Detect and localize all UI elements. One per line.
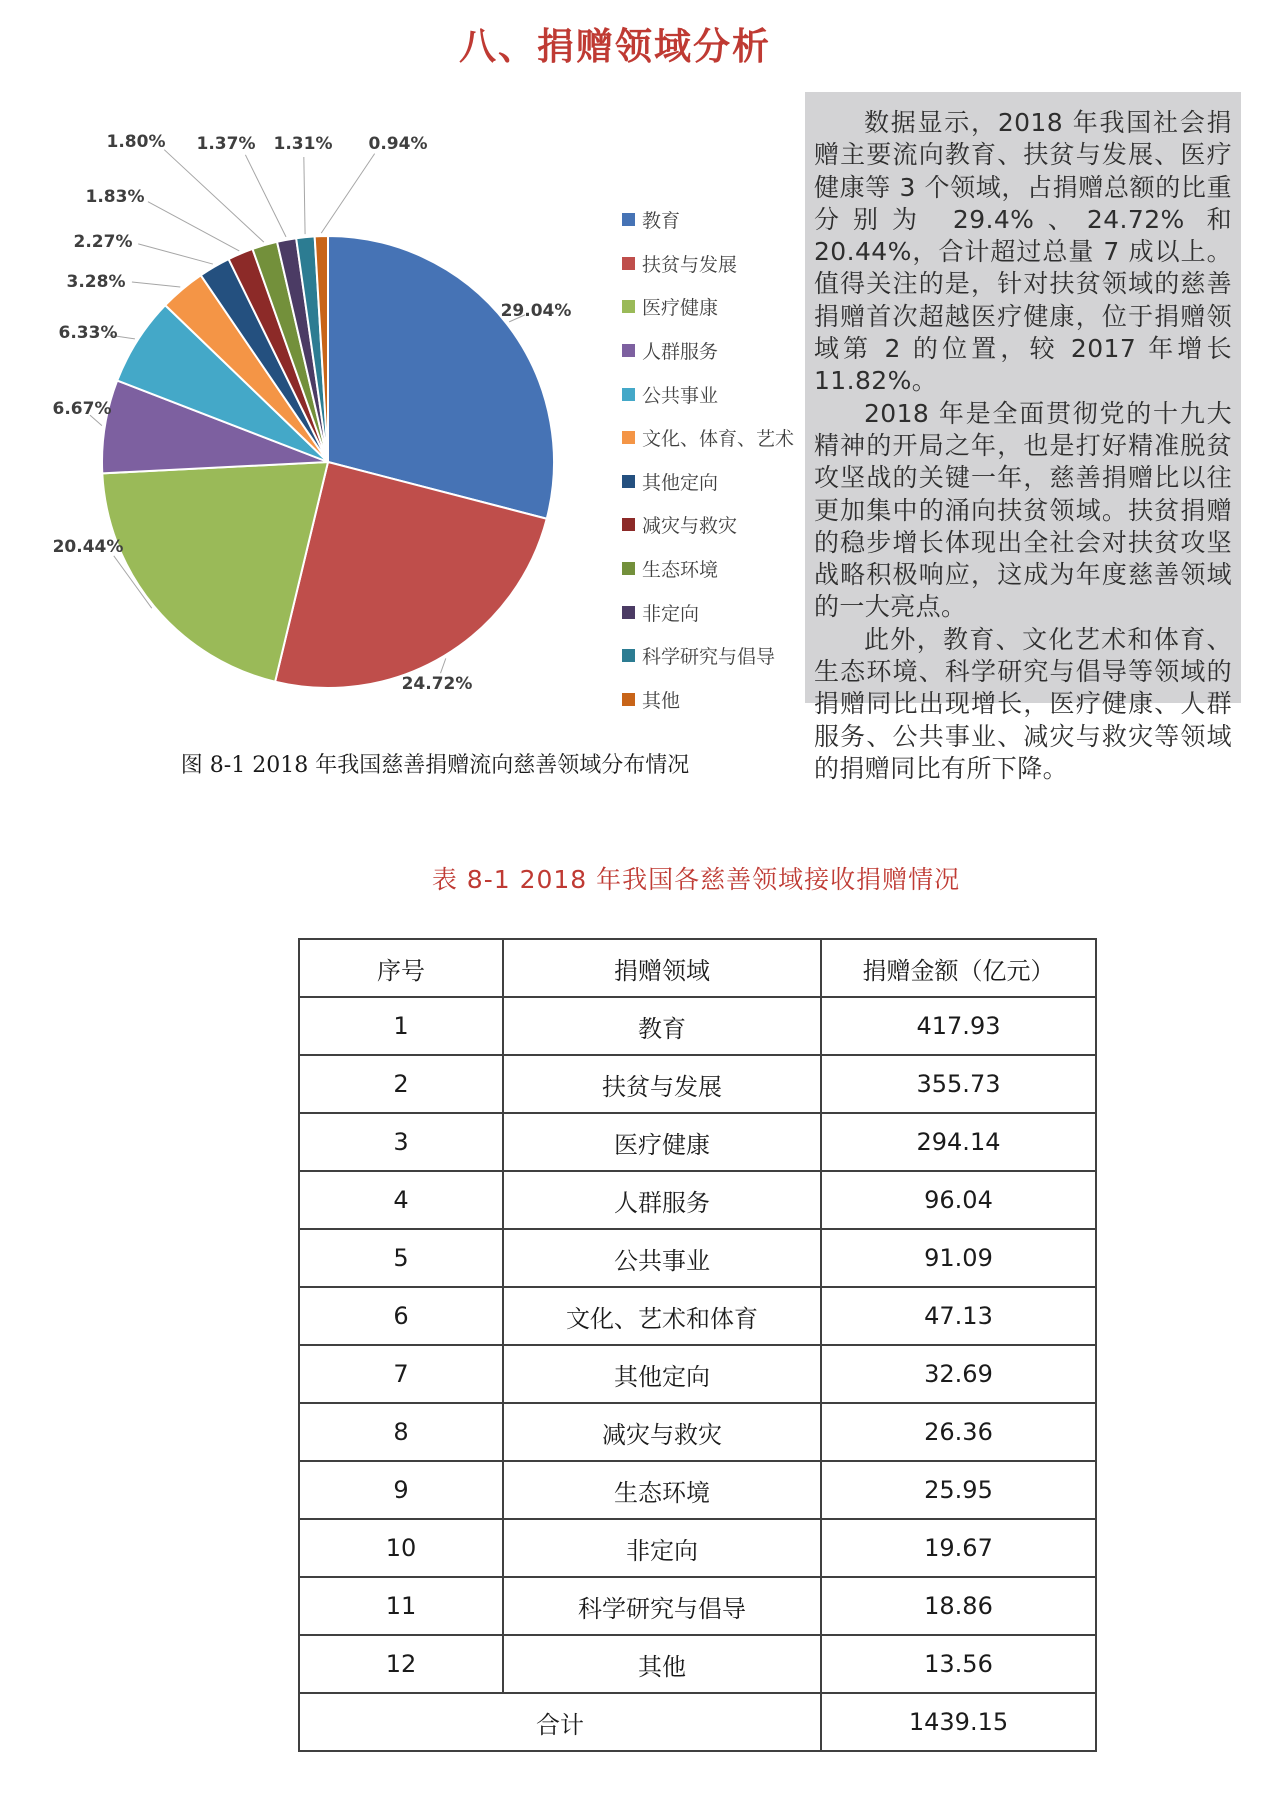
table-row <box>299 1055 1096 1113</box>
analysis-paragraph: 2018 年是全面贯彻党的十九大精神的开局之年，也是打好精准脱贫攻坚战的关键一年，慈善捐赠比以往更加集中的涌向扶贫领域。扶贫捐赠的稳步增长体现出全社会对扶贫攻坚战略积极响应，这成为年度慈善领域的一大亮点。 <box>814 398 1232 622</box>
table-cell: 96.04 <box>821 1171 1096 1229</box>
table-cell: 19.67 <box>821 1519 1096 1577</box>
table-row <box>299 1577 1096 1635</box>
table-header-cell: 捐赠领域 <box>503 939 821 997</box>
legend-swatch-icon <box>622 257 635 270</box>
table-row <box>299 1519 1096 1577</box>
legend-label: 公共事业 <box>642 384 719 407</box>
table-cell: 其他 <box>503 1635 821 1693</box>
legend-item <box>622 503 794 547</box>
table-cell: 教育 <box>503 997 821 1055</box>
pie-percentage-label: 1.31% <box>273 134 333 154</box>
table-cell: 13.56 <box>821 1635 1096 1693</box>
table-cell: 文化、艺术和体育 <box>503 1287 821 1345</box>
legend-item <box>622 547 794 591</box>
legend-label: 医疗健康 <box>642 297 719 320</box>
pie-percentage-label: 1.80% <box>106 132 166 152</box>
page-title: 八、捐赠领域分析 <box>459 25 771 68</box>
table-total-row <box>299 1693 1096 1751</box>
legend-item <box>622 678 794 722</box>
figure-caption: 图 8-1 2018 年我国慈善捐赠流向慈善领域分布情况 <box>180 753 690 778</box>
pie-percentage-label: 20.44% <box>52 537 124 557</box>
table-cell: 医疗健康 <box>503 1113 821 1171</box>
table-row <box>299 1229 1096 1287</box>
legend-label: 人群服务 <box>642 341 719 364</box>
legend-swatch-icon <box>622 518 635 531</box>
analysis-text-box <box>805 92 1241 783</box>
table-cell: 11 <box>299 1577 503 1635</box>
table-cell: 417.93 <box>821 997 1096 1055</box>
pie-percentage-label: 2.27% <box>73 232 133 252</box>
table-cell: 人群服务 <box>503 1171 821 1229</box>
table-cell: 25.95 <box>821 1461 1096 1519</box>
table-cell: 其他定向 <box>503 1345 821 1403</box>
label-leader-line <box>132 282 180 287</box>
table-cell: 12 <box>299 1635 503 1693</box>
table-cell: 3 <box>299 1113 503 1171</box>
total-label-cell: 合计 <box>299 1693 821 1751</box>
legend-swatch-icon <box>622 213 635 226</box>
legend-label: 生态环境 <box>642 559 719 582</box>
label-leader-line <box>138 244 213 264</box>
table-cell: 减灾与救灾 <box>503 1403 821 1461</box>
table-cell: 2 <box>299 1055 503 1113</box>
legend-swatch-icon <box>622 431 635 444</box>
legend-item <box>622 590 794 634</box>
pie-percentage-label: 6.67% <box>52 399 112 419</box>
table-row <box>299 997 1096 1055</box>
pie-chart <box>0 0 620 720</box>
table-cell: 科学研究与倡导 <box>503 1577 821 1635</box>
total-value-cell: 1439.15 <box>821 1693 1096 1751</box>
table-row <box>299 1403 1096 1461</box>
pie-percentage-label: 1.37% <box>196 134 256 154</box>
legend-item <box>622 416 794 460</box>
legend-label: 其他 <box>642 689 681 712</box>
legend-label: 扶贫与发展 <box>642 253 738 276</box>
legend-swatch-icon <box>622 606 635 619</box>
legend-item <box>622 198 794 242</box>
table-cell: 26.36 <box>821 1403 1096 1461</box>
label-leader-line <box>304 157 305 234</box>
table-cell: 91.09 <box>821 1229 1096 1287</box>
pie-percentage-label: 0.94% <box>368 134 428 154</box>
table-cell: 非定向 <box>503 1519 821 1577</box>
table-row <box>299 1635 1096 1693</box>
legend-label: 减灾与救灾 <box>642 515 738 538</box>
label-leader-line <box>164 150 264 242</box>
table-row <box>299 1171 1096 1229</box>
label-leader-line <box>148 202 239 251</box>
table-cell: 公共事业 <box>503 1229 821 1287</box>
table-cell: 47.13 <box>821 1287 1096 1345</box>
legend-item <box>622 329 794 373</box>
label-leader-line <box>321 154 374 233</box>
analysis-paragraph: 数据显示，2018 年我国社会捐赠主要流向教育、扶贫与发展、医疗健康等 3 个领域，占捐赠总额的比重分别为 29.4%、24.72% 和 20.44%，合计超过总量 7 成以上。值得关注的是，针对扶贫领域的慈善捐赠首次超越医疗健康，位于捐赠领域第 2 的位置，较 2017 年增长 11.82%。 <box>814 108 1232 396</box>
table-cell: 7 <box>299 1345 503 1403</box>
legend-swatch-icon <box>622 388 635 401</box>
legend-label: 科学研究与倡导 <box>642 646 776 669</box>
table-header-cell: 序号 <box>299 939 503 997</box>
table-title: 表 8-1 2018 年我国各慈善领域接收捐赠情况 <box>431 865 961 894</box>
legend-item <box>622 460 794 504</box>
legend-item <box>622 242 794 286</box>
table-header-cell: 捐赠金额（亿元） <box>821 939 1096 997</box>
donation-table <box>298 938 1097 1752</box>
table-row <box>299 1113 1096 1171</box>
legend-item <box>622 285 794 329</box>
table-cell: 355.73 <box>821 1055 1096 1113</box>
table-header-row <box>299 939 1096 997</box>
table-cell: 6 <box>299 1287 503 1345</box>
legend-label: 其他定向 <box>642 471 719 494</box>
legend-swatch-icon <box>622 649 635 662</box>
pie-percentage-label: 6.33% <box>58 323 118 343</box>
table-row <box>299 1461 1096 1519</box>
table-cell: 9 <box>299 1461 503 1519</box>
legend-swatch-icon <box>622 562 635 575</box>
table-cell: 扶贫与发展 <box>503 1055 821 1113</box>
legend-swatch-icon <box>622 300 635 313</box>
table-cell: 32.69 <box>821 1345 1096 1403</box>
table-cell: 294.14 <box>821 1113 1096 1171</box>
legend-swatch-icon <box>622 693 635 706</box>
table-cell: 1 <box>299 997 503 1055</box>
table-row <box>299 1287 1096 1345</box>
pie-percentage-label: 1.83% <box>85 187 145 207</box>
pie-percentage-label: 3.28% <box>66 272 126 292</box>
table-row <box>299 1345 1096 1403</box>
chart-legend <box>622 198 794 721</box>
label-leader-line <box>245 155 286 237</box>
table-cell: 18.86 <box>821 1577 1096 1635</box>
analysis-paragraph: 此外，教育、文化艺术和体育、生态环境、科学研究与倡导等领域的捐赠同比出现增长，医疗健康、人群服务、公共事业、减灾与救灾等领域的捐赠同比有所下降。 <box>814 624 1232 783</box>
table-cell: 10 <box>299 1519 503 1577</box>
legend-label: 教育 <box>642 210 681 233</box>
table-cell: 生态环境 <box>503 1461 821 1519</box>
table-cell: 8 <box>299 1403 503 1461</box>
legend-swatch-icon <box>622 344 635 357</box>
legend-label: 非定向 <box>642 602 700 625</box>
legend-item <box>622 372 794 416</box>
table-cell: 4 <box>299 1171 503 1229</box>
legend-label: 文化、体育、艺术 <box>642 428 795 451</box>
legend-swatch-icon <box>622 475 635 488</box>
pie-percentage-label: 29.04% <box>500 301 572 321</box>
pie-percentage-label: 24.72% <box>401 674 473 694</box>
label-leader-line <box>441 658 446 673</box>
table-cell: 5 <box>299 1229 503 1287</box>
legend-item <box>622 634 794 678</box>
